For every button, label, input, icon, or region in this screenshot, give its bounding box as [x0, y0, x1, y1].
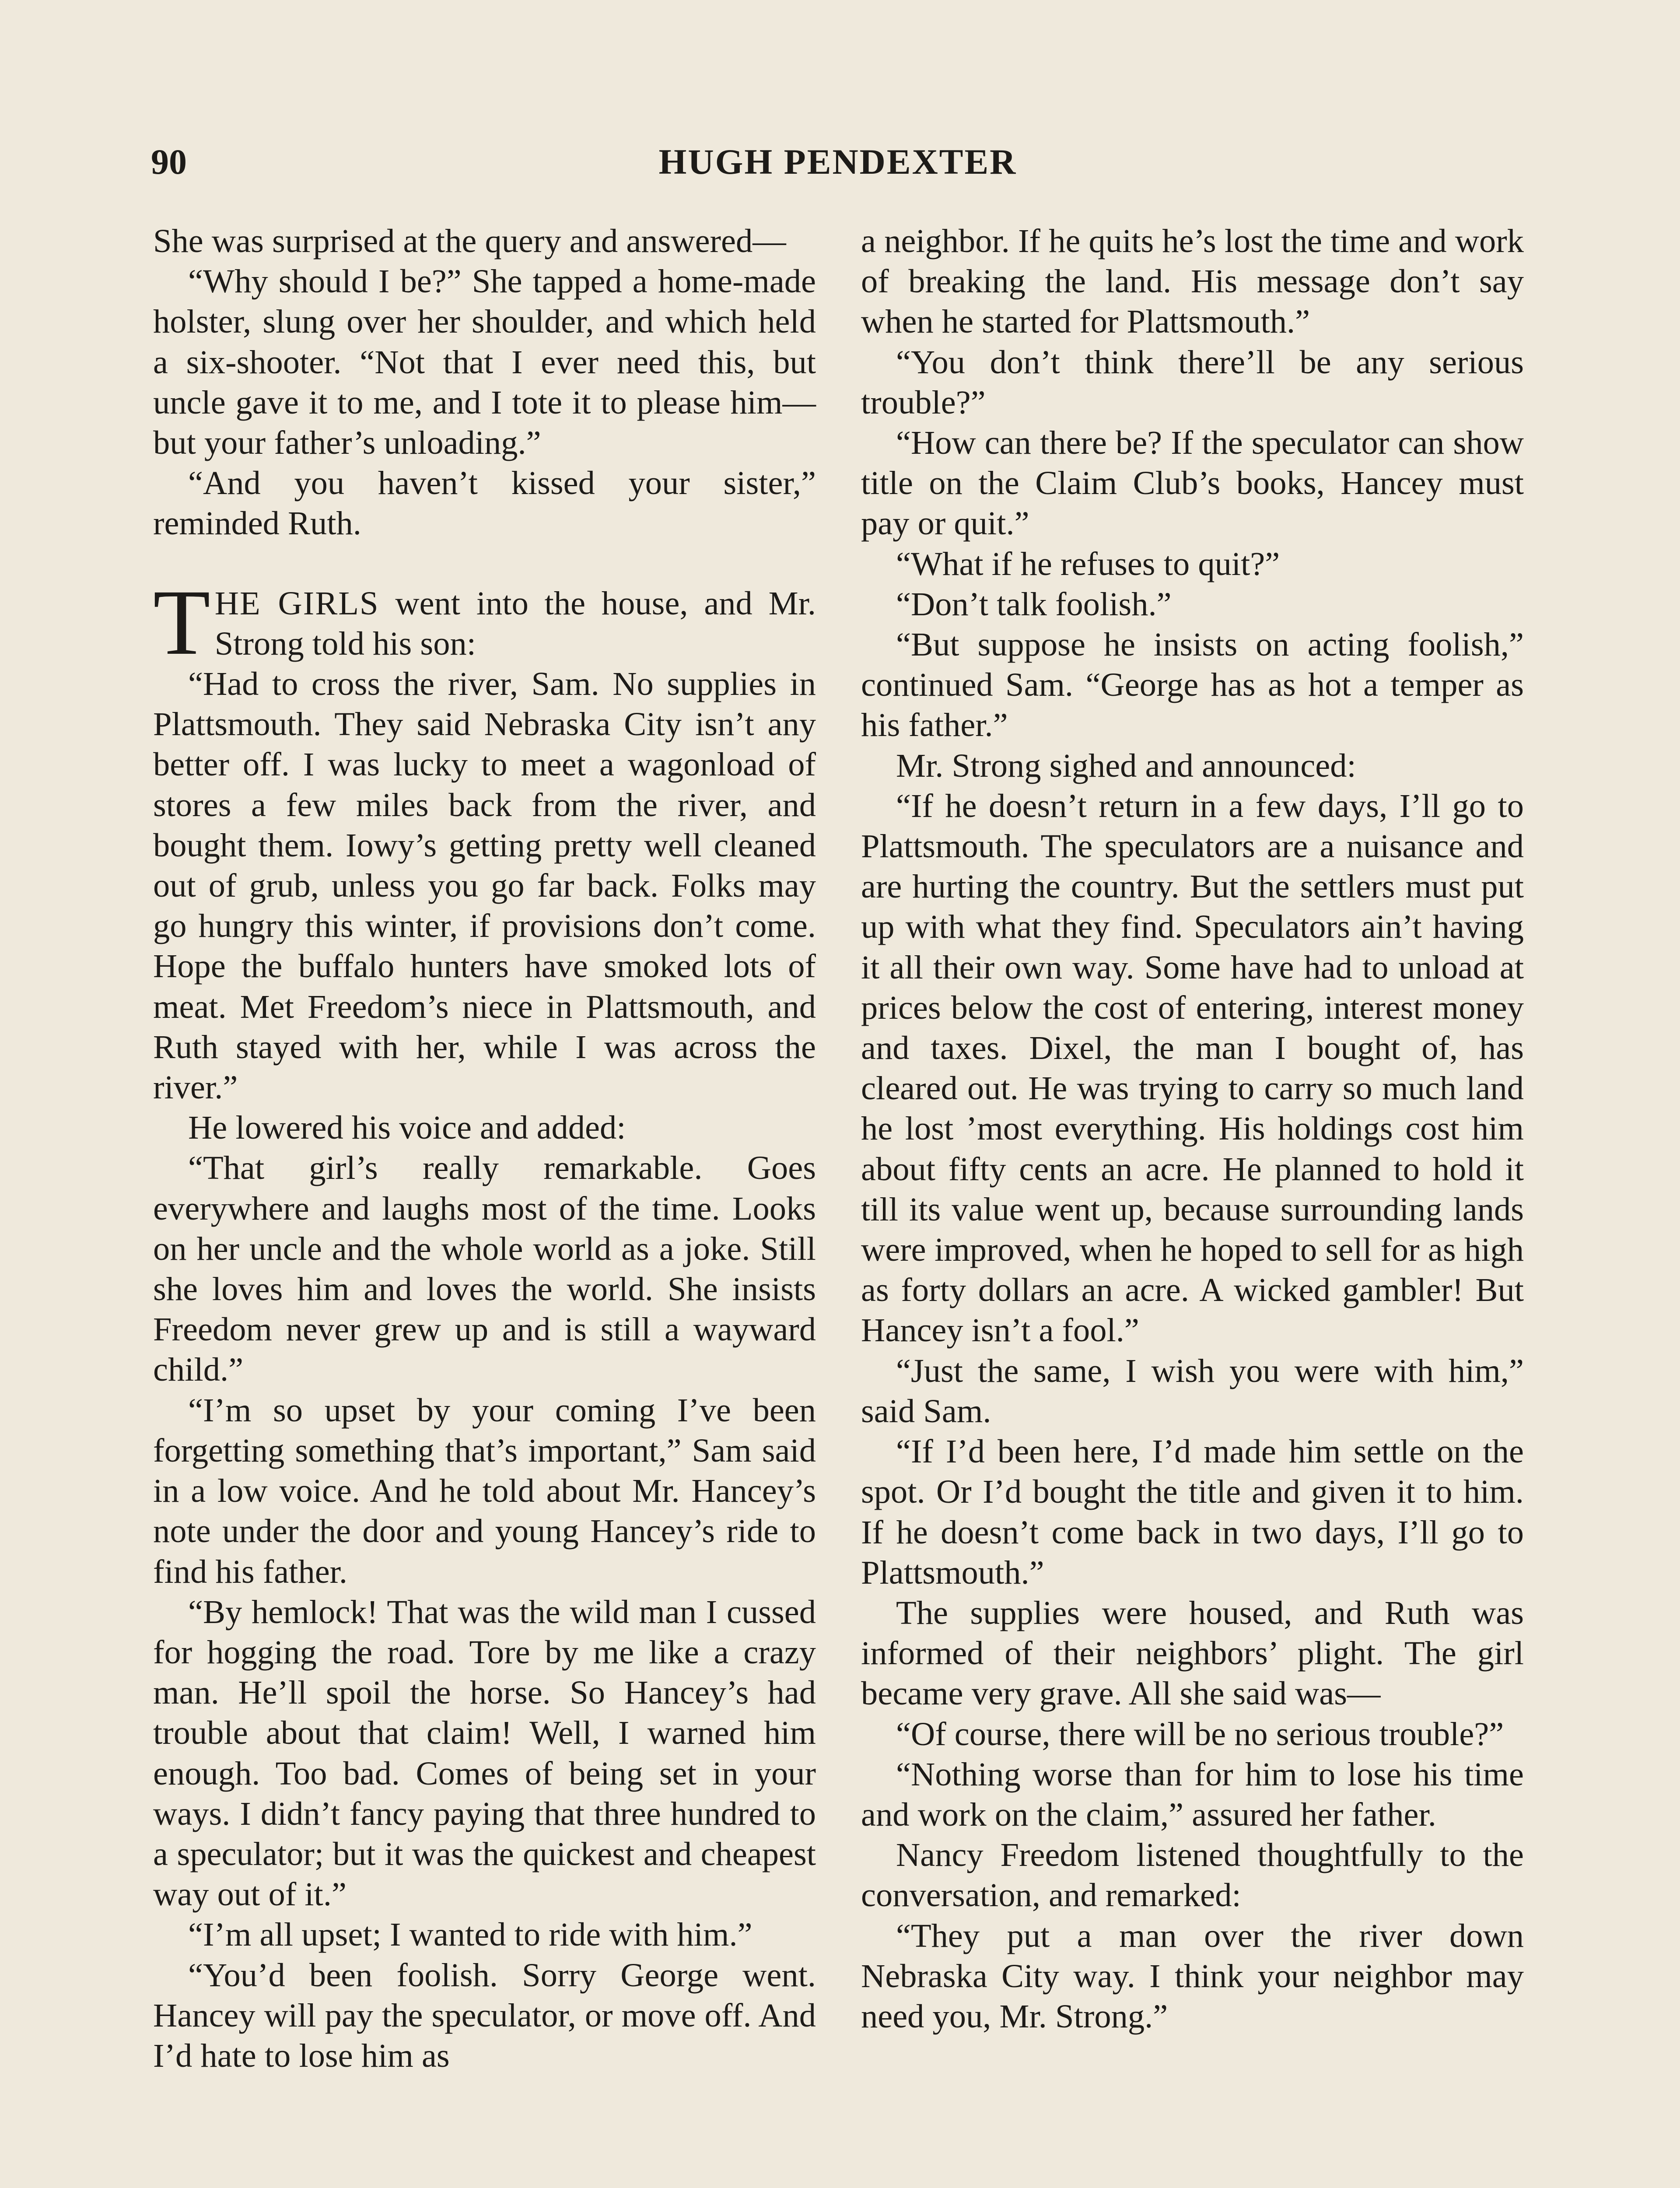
paragraph: The supplies were housed, and Ruth was informed of their neighbors’ plight. The girl became very grave. All she said was— — [861, 1594, 1524, 1712]
paragraph: “They put a man over the river down Nebraska City way. I think your neighbor may need you, Mr. Strong.” — [861, 1917, 1524, 2035]
running-head: HUGH PENDEXTER — [658, 142, 1017, 182]
paragraph: “That girl’s really remarkable. Goes everywhere and laughs most of the time. Looks on her uncle and the whole world as a joke. Still she loves him and loves the world. She insists Freedom never grew up and is still a wayward child.” — [153, 1149, 816, 1389]
paragraph: “I’m all upset; I wanted to ride with him.” — [188, 1916, 752, 1953]
paragraph: “I’m so upset by your coming I’ve been forgetting something that’s important,” Sam said in a low voice. And he told about Mr. Hancey’s note under the door and young Hancey’s ride to find his father. — [153, 1391, 816, 1590]
paragraph: “Nothing worse than for him to lose his time and work on the claim,” assured her father. — [861, 1755, 1524, 1833]
right-column — [861, 221, 1524, 2037]
paragraph: Mr. Strong sighed and announced: — [896, 747, 1356, 784]
paragraph: “Just the same, I wish you were with him,” said Sam. — [861, 1352, 1524, 1430]
paragraph: “What if he refuses to quit?” — [896, 545, 1280, 582]
paragraph: “How can there be? If the speculator can show title on the Claim Club’s books, Hancey must pay or quit.” — [861, 424, 1524, 542]
page-number: 90 — [151, 142, 187, 182]
section-lead-rest: went into the house, and Mr. Strong told his son: — [214, 584, 816, 662]
paragraph: “And you haven’t kissed your sister,” reminded Ruth. — [153, 464, 816, 542]
section-lead-words: HE GIRLS — [214, 584, 379, 622]
paragraph: “If he doesn’t return in a few days, I’ll go to Plattsmouth. The speculators are a nuisance and are hurting the country. But the settlers must put up with what they find. Speculators ain’t having it all their own way. Some have had to unload at prices below the cost of entering, interest money and taxes. Dixel, the man I bought of, has cleared out. He was trying to carry so much land he lost ’most everything. His holdings cost him about fifty cents an acre. He planned to hold it till its value went up, because surrounding lands were improved, when he hoped to sell for as high as forty dollars an acre. A wicked gambler! But Hancey isn’t a fool.” — [861, 787, 1524, 1349]
paragraph: She was surprised at the query and answered— — [153, 222, 786, 259]
paragraph: “You’d been foolish. Sorry George went. Hancey will pay the speculator, or move off. And I’d hate to lose him as — [153, 1956, 816, 2074]
paragraph: “But suppose he insists on acting foolish,” continued Sam. “George has as hot a temper as his father.” — [861, 626, 1524, 744]
left-column — [153, 221, 816, 2076]
paragraph: He lowered his voice and added: — [188, 1109, 626, 1147]
paragraph-continuation: a neighbor. If he quits he’s lost the time and work of breaking the land. His message don’t say when he started for Plattsmouth.” — [861, 222, 1524, 340]
section-opening-paragraph — [153, 570, 816, 674]
paragraph: “If I’d been here, I’d made him settle on the spot. Or I’d bought the title and given it to him. If he doesn’t come back in two days, I’ll go to Plattsmouth.” — [861, 1433, 1524, 1591]
paragraph: “By hemlock! That was the wild man I cussed for hogging the road. Tore by me like a crazy man. He’ll spoil the horse. So Hancey’s had trouble about that claim! Well, I warned him enough. Too bad. Comes of being set in your ways. I didn’t fancy paying that three hundred to a speculator; but it was the quickest and cheapest way out of it.” — [153, 1593, 816, 1913]
paragraph: “Of course, there will be no serious trouble?” — [896, 1715, 1504, 1753]
paragraph: Nancy Freedom listened thoughtfully to the conversation, and remarked: — [861, 1836, 1524, 1914]
drop-cap: T — [153, 570, 210, 674]
page-header — [151, 133, 1525, 190]
paragraph: “Had to cross the river, Sam. No supplies in Plattsmouth. They said Nebraska City isn’t any better off. I was lucky to meet a wagonload of stores a few miles back from the river, and bought them. Iowy’s getting pretty well cleaned out of grub, unless you go far back. Folks may go hungry this winter, if provisions don’t come. Hope the buffalo hunters have smoked lots of meat. Met Freedom’s niece in Plattsmouth, and Ruth stayed with her, while I was across the river.” — [153, 665, 816, 1106]
paragraph: “You don’t think there’ll be any serious trouble?” — [861, 343, 1524, 421]
paragraph: “Why should I be?” She tapped a home-made holster, slung over her shoulder, and which held a six-shooter. “Not that I ever need this, but uncle gave it to me, and I tote it to please him—but your father’s unloading.” — [153, 263, 816, 462]
paragraph: “Don’t talk foolish.” — [896, 585, 1172, 623]
